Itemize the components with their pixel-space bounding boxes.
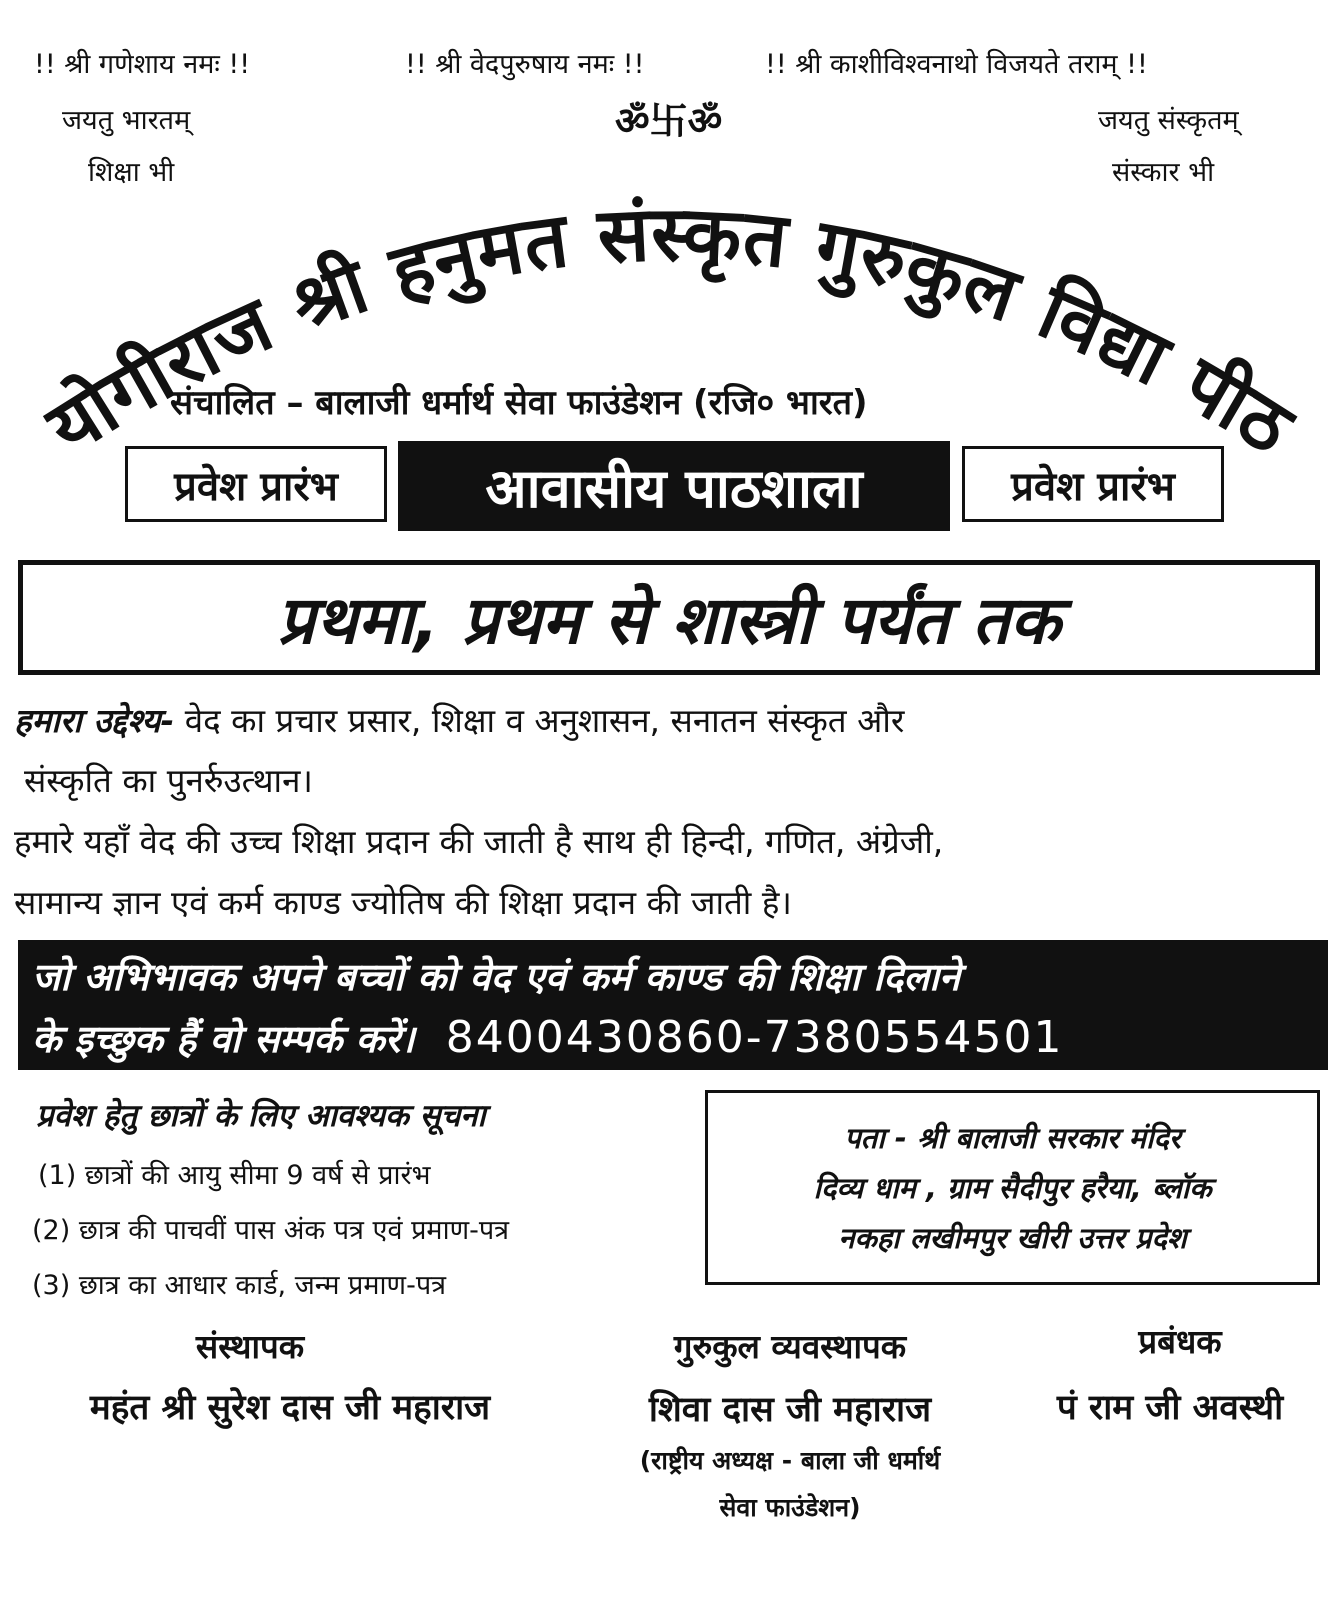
administrator-role: प्रबंधक — [1138, 1322, 1222, 1361]
founder-name: महंत श्री सुरेश दास जी महाराज — [89, 1388, 491, 1428]
school-name: योगीराज श्री हनुमत संस्कृत गुरुकुल विद्या पीठ — [31, 188, 1309, 472]
admission-item-3: (3) छात्र का आधार कार्ड, जन्म प्रमाण-पत्र — [32, 1270, 447, 1301]
founder-role: संस्थापक — [195, 1327, 305, 1366]
address-line-1: पता - श्री बालाजी सरकार मंदिर — [844, 1120, 1181, 1155]
motto-shiksha: शिक्षा भी — [88, 157, 175, 188]
education-line-2: सामान्य ज्ञान एवं कर्म काण्ड ज्योतिष की शिक्षा प्रदान की जाती है। — [14, 883, 792, 922]
phone-numbers[interactable]: 8400430860-7380554501 — [445, 1012, 1064, 1063]
manager-name: शिवा दास जी महाराज — [648, 1390, 932, 1430]
classes-line: प्रथमा, प्रथम से शास्त्री पर्यंत तक — [277, 581, 1061, 659]
administrator-name: पं राम जी अवस्थी — [1056, 1388, 1284, 1428]
motto-bharatam: जयतु भारतम् — [62, 105, 191, 136]
address-line-3: नकहा लखीमपुर खीरी उत्तर प्रदेश — [838, 1220, 1187, 1255]
admission-heading: प्रवेश हेतु छात्रों के लिए आवश्यक सूचना — [36, 1098, 486, 1134]
invocation-vedpurush: !! श्री वेदपुरुषाय नमः !! — [405, 49, 645, 80]
residential-school-banner — [398, 441, 950, 531]
contact-line-2 — [32, 1012, 1314, 1064]
manager-note-2: सेवा फाउंडेशन) — [719, 1493, 861, 1522]
manager-note-1: (राष्ट्रीय अध्यक्ष - बाला जी धर्मार्थ — [639, 1446, 941, 1475]
objective-line-1 — [14, 697, 904, 742]
address-line-2: दिव्य धाम , ग्राम सैदीपुर हरैया, ब्लॉक — [813, 1170, 1212, 1205]
objective-text-1: वेद का प्रचार प्रसार, शिक्षा व अनुशासन, सनातन संस्कृत और — [184, 701, 905, 740]
svg-text:योगीराज श्री हनुमत संस्कृत गुर — [30, 189, 1310, 473]
address-box — [705, 1090, 1320, 1285]
classes-box — [18, 560, 1320, 675]
admission-open-right-label: प्रवेश प्रारंभ — [1011, 463, 1175, 510]
admission-item-1: (1) छात्रों की आयु सीमा 9 वर्ष से प्रारंभ — [38, 1160, 431, 1191]
objective-line-2: संस्कृति का पुनर्रुउत्थान। — [24, 761, 313, 800]
education-line-1: हमारे यहाँ वेद की उच्च शिक्षा प्रदान की जाती है साथ ही हिन्दी, गणित, अंग्रेजी, — [14, 822, 944, 861]
admission-open-left — [125, 446, 387, 522]
invocation-kashivishwanath: !! श्री काशीविश्वनाथो विजयते तराम् !! — [765, 49, 1148, 80]
contact-request: के इच्छुक हैं वो सम्पर्क करें। — [32, 1017, 415, 1061]
motto-sanskar: संस्कार भी — [1112, 157, 1215, 188]
invocation-ganesh: !! श्री गणेशाय नमः !! — [34, 49, 251, 80]
motto-sanskritam: जयतु संस्कृतम् — [1098, 105, 1239, 136]
objective-label: हमारा उद्देश्य- — [14, 701, 175, 740]
admission-open-right — [962, 446, 1224, 522]
admission-item-2: (2) छात्र की पाचवीं पास अंक पत्र एवं प्रमाण-पत्र — [32, 1215, 510, 1246]
operated-by: संचालित – बालाजी धर्मार्थ सेवा फाउंडेशन (रजि० भारत) — [170, 383, 868, 423]
residential-school-label: आवासीय पाठशाला — [485, 457, 863, 520]
om-swastik-symbol: ॐ卐ॐ — [615, 99, 723, 143]
contact-line-1: जो अभिभावक अपने बच्चों को वेद एवं कर्म काण्ड की शिक्षा दिलाने — [32, 955, 961, 999]
admission-open-left-label: प्रवेश प्रारंभ — [174, 463, 338, 510]
contact-box — [18, 940, 1328, 1070]
manager-role: गुरुकुल व्यवस्थापक — [673, 1327, 907, 1366]
